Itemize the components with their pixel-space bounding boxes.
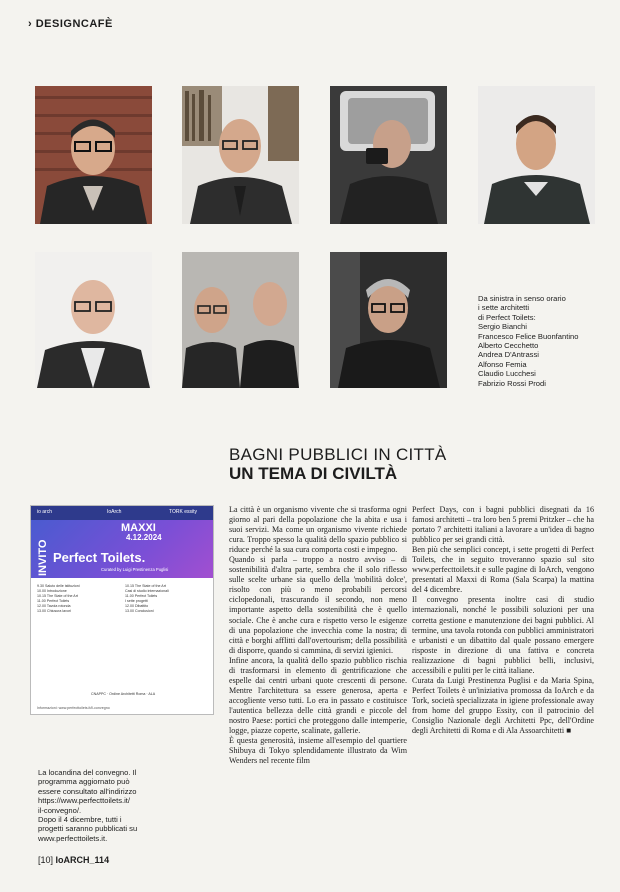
headline-line-1: BAGNI PUBBLICI IN CITTÀ [229, 445, 447, 464]
caption-line: La locandina del convegno. Il [38, 768, 137, 777]
program-item: 10.00 Introduzione [37, 589, 67, 593]
article-headline [229, 445, 447, 483]
article-column-1 [229, 505, 407, 766]
magazine-issue: IoARCH_114 [55, 855, 110, 865]
caption-line: Dopo il 4 dicembre, tutti i [38, 815, 122, 825]
architect-photo-3 [330, 86, 447, 224]
poster-title: Perfect Toilets. [53, 550, 146, 565]
poster-logo-right: TORK essity [169, 509, 197, 515]
section-label: DESIGNCAFÈ [35, 18, 113, 30]
architect-name: Claudio Lucchesi [478, 369, 536, 379]
poster-date: 4.12.2024 [126, 533, 162, 542]
caption-line: programma aggiornato può [38, 777, 130, 787]
photos-caption [478, 294, 608, 388]
program-item: 13.00 Conclusioni [125, 609, 154, 613]
paragraph: Il convegno presenta inoltre casi di studio internazionali, nonché le possibili soluzioni per una corretta gestione e manutenzione dei bagni pubblici. Al termine, una tavola rotonda con pubblici amministratori e urbanisti e un dibattito dal quale possano emergere risposte in direzione di una fattiva e concreta realizzazione di bagni pubblici belli, inclusivi, accessibili e puliti per le città italiane. [412, 595, 594, 675]
caption-line: essere consultato all'indirizzo [38, 786, 137, 796]
section-arrow-icon: › [28, 18, 33, 30]
paragraph: È questa generosità, insieme all'esempio del quartiere Shibuya di Tokyo splendidamente illustrato da Wim Wenders nel recente film [229, 736, 407, 766]
poster-program-right [125, 584, 169, 614]
architect-name: Alberto Cecchetto [478, 341, 539, 351]
caption-line: Da sinistra in senso orario [478, 294, 566, 303]
poster-venue: MAXXI [121, 522, 156, 534]
paragraph: Infine ancora, la qualità dello spazio pubblico rischia di trasformarsi in elemento di gentrificazione che espelle dai centri urbani quote crescenti di persone. Mentre l'architettura sa essere generosa, aperta e accogliente verso tutti. Lo era in passato e costituisce l'autentica bellezza delle città grandi e piccole del nostro Paese: portici che proteggono dalle intemperie, logge, piazze coperte, scalinate, gallerie. [229, 655, 407, 736]
caption-line: di Perfect Toilets: [478, 312, 536, 322]
poster-footer: Informazioni: www.perfecttoilets.it/il-convegno [37, 706, 110, 710]
page-footer: [10] IoARCH_114 [38, 855, 110, 865]
architect-photo-2 [182, 86, 299, 224]
architect-name: Sergio Bianchi [478, 322, 527, 332]
poster-invito-vertical [35, 522, 49, 578]
paragraph: Perfect Days, con i bagni pubblici disegnati da 16 famosi architetti – tra loro ben 5 premi Pritzker – che ha portato 7 architetti italiani a lavorare a un'idea di bagno pubblico per sei grandi città. [412, 505, 594, 545]
paragraph: La città è un organismo vivente che si trasforma ogni giorno al pari della popolazione che la abita e usa i suoi servizi. Ma come un organismo vivente richiede cura. Troppo spesso la qualità dello spazio pubblico si riduce perché la sua cura comporta costi e impegno. [229, 505, 407, 555]
caption-line: il-convegno/. [38, 805, 82, 815]
paragraph: Curata da Luigi Prestinenza Puglisi e da Maria Spina, Perfect Toilets è un'iniziativa promossa da IoArch e da Tork, società specializzata in igiene professionale away from home del gruppo Essity, con il patrocinio del Consiglio Nazionale degli Architetti Ppc, dell'Ordine degli Architetti di Roma e di Ala Assoarchitetti ■ [412, 675, 594, 736]
page-number: 10 [40, 855, 51, 865]
architect-photo-6 [182, 252, 299, 388]
program-item: 12.00 Tavola rotonda [37, 604, 71, 608]
headline-line-2: UN TEMA DI CIVILTÀ [229, 464, 398, 483]
event-poster [30, 505, 214, 715]
poster-logo-mid: IoArch [107, 509, 122, 515]
architect-photo-5 [35, 252, 152, 388]
program-item: 10.15 The State of the Art [37, 594, 78, 598]
caption-line: https://www.perfecttoilets.it/ [38, 796, 131, 806]
caption-line: i sette architetti [478, 303, 530, 313]
program-item: 12.00 Dibattito [125, 604, 149, 608]
architect-photo-7 [330, 252, 447, 388]
caption-line: www.perfecttoilets.it. [38, 833, 108, 843]
poster-invito: INVITO [37, 539, 49, 576]
paragraph: Quando si parla – troppo a nostro avviso – di sostenibilità d'altra parte, sembra che il solo riflesso sulle scelte urbane sia quello della 'mobilità dolce', risolto con più o meno probabili percorsi ciclopedonali, trascurando il secondo, non meno importante aspetto della sostenibilità che è quello sociale. Che è anche cura e rispetto verso le esigenze di una popolazione che invecchia come la nostra; di città e borghi afflitti dall'overtourism; della possibilità di disporre, quando si cammina, di servizi igienici. [229, 555, 407, 655]
program-item: 9.30 Saluto delle istituzioni [37, 584, 80, 588]
program-item: 10.15 The State of the Art [125, 584, 166, 588]
architect-name: Alfonso Femia [478, 359, 527, 369]
paragraph: Ben più che semplici concept, i sette progetti di Perfect Toilets, che in seguito troveranno spazio sul sito www.perfecttoilets.it e sulle pagine di IoArch, vengono presentati al Maxxi di Roma (Sala Scarpa) la mattina del 4 dicembre. [412, 545, 594, 595]
poster-program-left [37, 584, 80, 614]
architect-name: Andrea D'Antrassi [478, 350, 539, 360]
poster-logos: CNAPPC · Ordine Architetti Roma · ALA [91, 692, 156, 696]
section-header [28, 18, 113, 30]
program-item: 13.00 Chiusura lavori [37, 609, 71, 613]
program-item: 11.00 Perfect Toilets [125, 594, 158, 598]
poster-curator: Curated by Luigi Prestinenza Puglisi [101, 567, 169, 572]
architect-photo-1 [35, 86, 152, 224]
architect-photo-4 [478, 86, 595, 224]
architect-name: Francesco Felice Buonfantino [478, 331, 579, 341]
poster-caption [38, 768, 150, 843]
article-column-2 [412, 505, 594, 736]
architect-name: Fabrizio Rossi Prodi [478, 378, 546, 388]
caption-line: progetti saranno pubblicati su [38, 824, 138, 834]
program-item: 11.00 Perfect Toilets [37, 599, 70, 603]
poster-logo-left: io arch [37, 509, 53, 515]
program-item: I sette progetti [125, 599, 148, 603]
program-item: Casi di studio internazionali [125, 589, 169, 593]
